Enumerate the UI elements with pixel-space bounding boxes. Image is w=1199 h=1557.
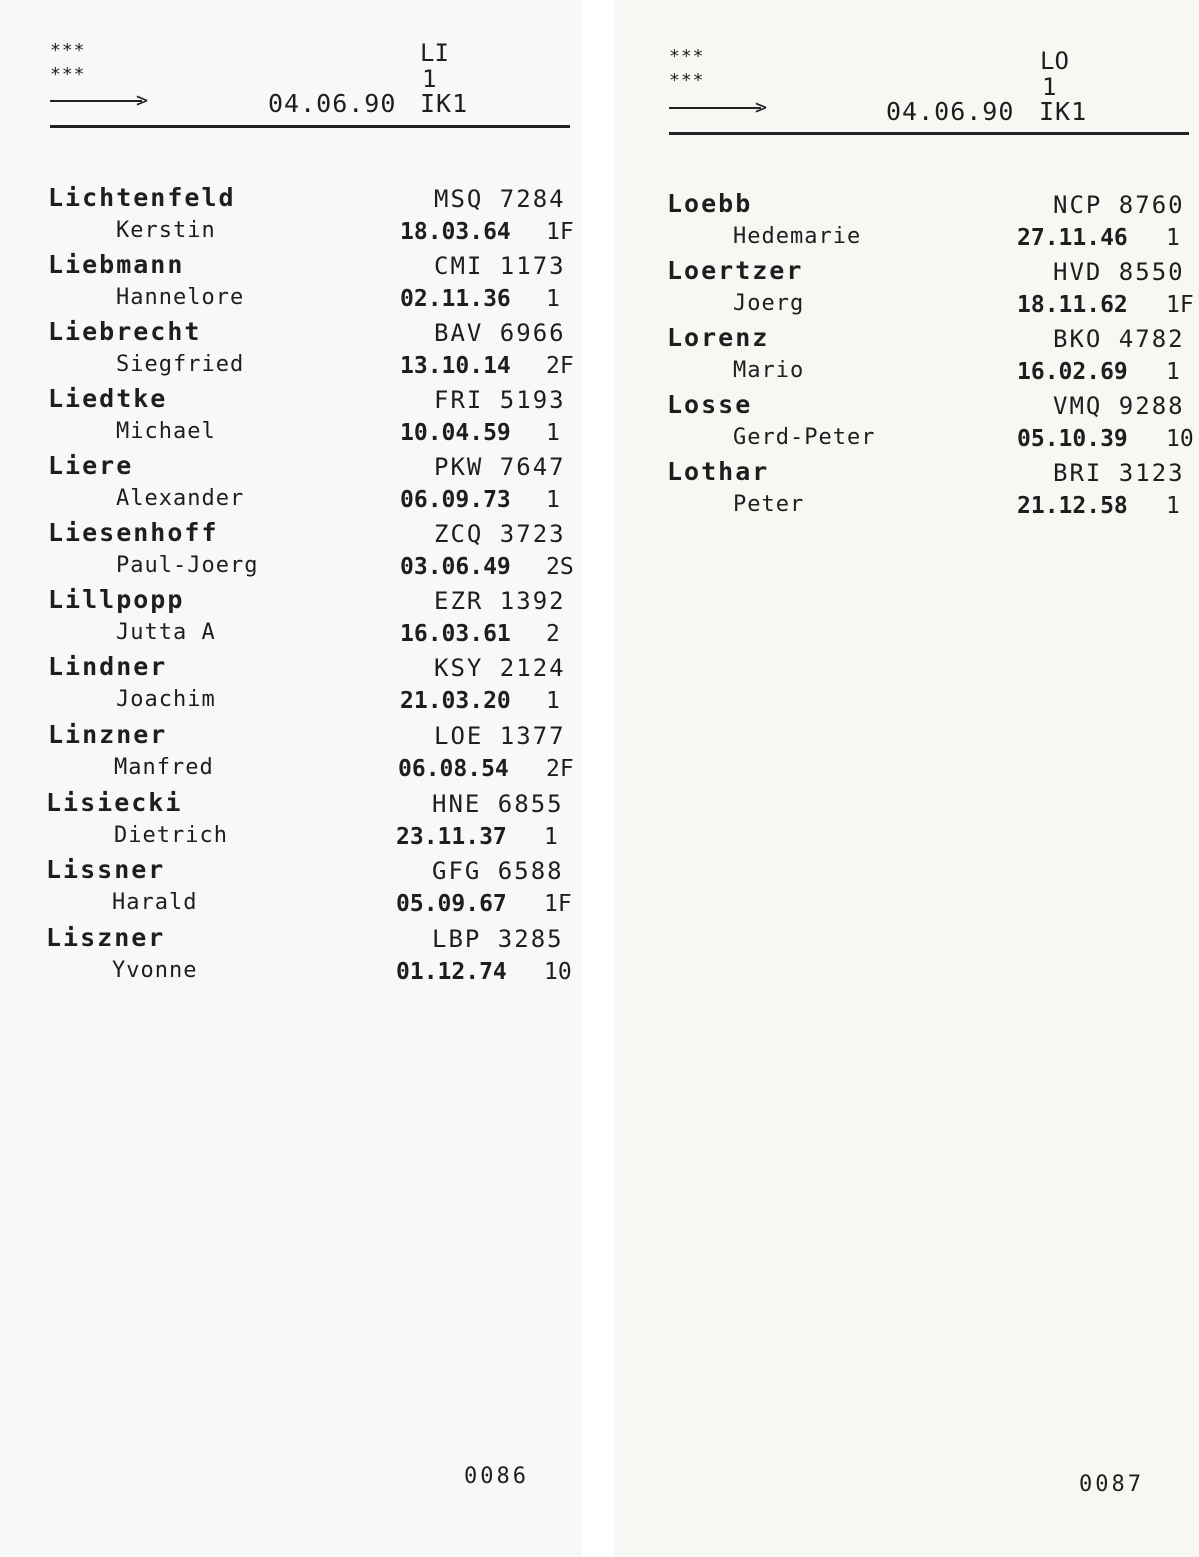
- firstname: Peter: [733, 492, 805, 517]
- list-item: [0, 384, 582, 451]
- header-id: IK1: [1039, 97, 1088, 126]
- birth-date: 21.12.58: [1017, 493, 1128, 519]
- surname: Lisiecki: [46, 788, 183, 817]
- page-number: 0087: [1079, 1472, 1144, 1497]
- header-id: IK1: [420, 89, 469, 118]
- birth-date: 10.04.59: [400, 420, 511, 446]
- firstname: Yvonne: [112, 958, 198, 983]
- header-date: 04.06.90: [886, 97, 1015, 126]
- record-code: BRI 3123: [1053, 459, 1185, 487]
- birth-date: 03.06.49: [400, 554, 511, 580]
- list-item: [614, 323, 1199, 390]
- record-code: BAV 6966: [434, 319, 566, 347]
- class-code: 1: [544, 824, 558, 850]
- firstname: Dietrich: [114, 823, 228, 848]
- printout-page-left: [0, 0, 582, 1557]
- list-item: [614, 457, 1199, 524]
- firstname: Michael: [116, 419, 216, 444]
- list-item: [0, 720, 582, 787]
- birth-date: 05.10.39: [1017, 426, 1128, 452]
- surname: Losse: [667, 390, 753, 419]
- record-code: HVD 8550: [1053, 258, 1185, 286]
- record-code: PKW 7647: [434, 453, 566, 481]
- firstname: Paul-Joerg: [116, 553, 259, 578]
- surname: Lichtenfeld: [48, 183, 236, 212]
- surname: Liebmann: [48, 250, 185, 279]
- header-stars-line2: ***: [669, 70, 705, 91]
- list-item: [614, 189, 1199, 256]
- printout-page-right: [614, 0, 1199, 1557]
- firstname: Hannelore: [116, 285, 245, 310]
- class-code: 1: [1166, 225, 1180, 251]
- surname: Liebrecht: [48, 317, 202, 346]
- list-item: [614, 390, 1199, 457]
- birth-date: 05.09.67: [396, 891, 507, 917]
- list-item: [0, 923, 582, 990]
- record-code: LOE 1377: [434, 722, 566, 750]
- record-code: VMQ 9288: [1053, 392, 1185, 420]
- list-item: [0, 250, 582, 317]
- birth-date: 13.10.14: [400, 353, 511, 379]
- record-code: FRI 5193: [434, 386, 566, 414]
- class-code: 1: [546, 286, 560, 312]
- firstname: Manfred: [114, 755, 214, 780]
- list-item: [0, 183, 582, 250]
- list-item: [0, 518, 582, 585]
- surname: Lindner: [48, 652, 168, 681]
- page-gutter: [582, 0, 614, 1557]
- firstname: Siegfried: [116, 352, 245, 377]
- record-code: GFG 6588: [432, 857, 564, 885]
- class-code: 1F: [1166, 292, 1194, 318]
- firstname: Hedemarie: [733, 224, 862, 249]
- header-sequence: 1: [1042, 73, 1057, 101]
- firstname: Joerg: [733, 291, 805, 316]
- birth-date: 23.11.37: [396, 824, 507, 850]
- surname: Lothar: [667, 457, 770, 486]
- surname: Lillpopp: [48, 585, 185, 614]
- header-divider: [50, 125, 570, 128]
- list-item: [0, 317, 582, 384]
- header-section-code: LI: [420, 39, 449, 67]
- record-code: EZR 1392: [434, 587, 566, 615]
- class-code: 2F: [546, 353, 574, 379]
- firstname: Gerd-Peter: [733, 425, 876, 450]
- header-stars-line1: ***: [50, 40, 86, 61]
- class-code: 2: [546, 621, 560, 647]
- surname: Loertzer: [667, 256, 804, 285]
- header-stars-line2: ***: [50, 64, 86, 85]
- arrow-icon: >: [669, 101, 773, 115]
- class-code: 1F: [546, 219, 574, 245]
- birth-date: 18.11.62: [1017, 292, 1128, 318]
- surname: Lissner: [46, 855, 166, 884]
- list-item: [0, 788, 582, 855]
- header-divider: [669, 132, 1189, 135]
- header-stars-line1: ***: [669, 46, 705, 67]
- record-code: CMI 1173: [434, 252, 566, 280]
- birth-date: 06.09.73: [400, 487, 511, 513]
- class-code: 10: [544, 959, 572, 985]
- record-code: BKO 4782: [1053, 325, 1185, 353]
- record-code: LBP 3285: [432, 925, 564, 953]
- surname: Lorenz: [667, 323, 770, 352]
- firstname: Harald: [112, 890, 198, 915]
- surname: Linzner: [48, 720, 168, 749]
- surname: Liszner: [46, 923, 166, 952]
- list-item: [0, 855, 582, 922]
- class-code: 10: [1166, 426, 1194, 452]
- firstname: Joachim: [116, 687, 216, 712]
- record-code: HNE 6855: [432, 790, 564, 818]
- header-section-code: LO: [1040, 47, 1069, 75]
- record-code: MSQ 7284: [434, 185, 566, 213]
- list-item: [614, 256, 1199, 323]
- class-code: 1: [1166, 359, 1180, 385]
- class-code: 1: [1166, 493, 1180, 519]
- birth-date: 18.03.64: [400, 219, 511, 245]
- firstname: Mario: [733, 358, 805, 383]
- class-code: 1F: [544, 891, 572, 917]
- firstname: Alexander: [116, 486, 245, 511]
- surname: Liesenhoff: [48, 518, 219, 547]
- surname: Liere: [48, 451, 134, 480]
- list-item: [0, 585, 582, 652]
- record-code: NCP 8760: [1053, 191, 1185, 219]
- arrow-icon: >: [50, 94, 154, 108]
- birth-date: 21.03.20: [400, 688, 511, 714]
- class-code: 2S: [546, 554, 574, 580]
- list-item: [0, 451, 582, 518]
- surname: Liedtke: [48, 384, 168, 413]
- birth-date: 01.12.74: [396, 959, 507, 985]
- firstname: Jutta A: [116, 620, 216, 645]
- class-code: 2F: [546, 756, 574, 782]
- record-code: ZCQ 3723: [434, 520, 566, 548]
- list-item: [0, 652, 582, 719]
- birth-date: 06.08.54: [398, 756, 509, 782]
- surname: Loebb: [667, 189, 753, 218]
- birth-date: 16.02.69: [1017, 359, 1128, 385]
- header-date: 04.06.90: [268, 89, 397, 118]
- birth-date: 16.03.61: [400, 621, 511, 647]
- class-code: 1: [546, 487, 560, 513]
- class-code: 1: [546, 688, 560, 714]
- header-sequence: 1: [422, 65, 437, 93]
- birth-date: 02.11.36: [400, 286, 511, 312]
- page-number: 0086: [464, 1464, 529, 1489]
- record-code: KSY 2124: [434, 654, 566, 682]
- class-code: 1: [546, 420, 560, 446]
- firstname: Kerstin: [116, 218, 216, 243]
- birth-date: 27.11.46: [1017, 225, 1128, 251]
